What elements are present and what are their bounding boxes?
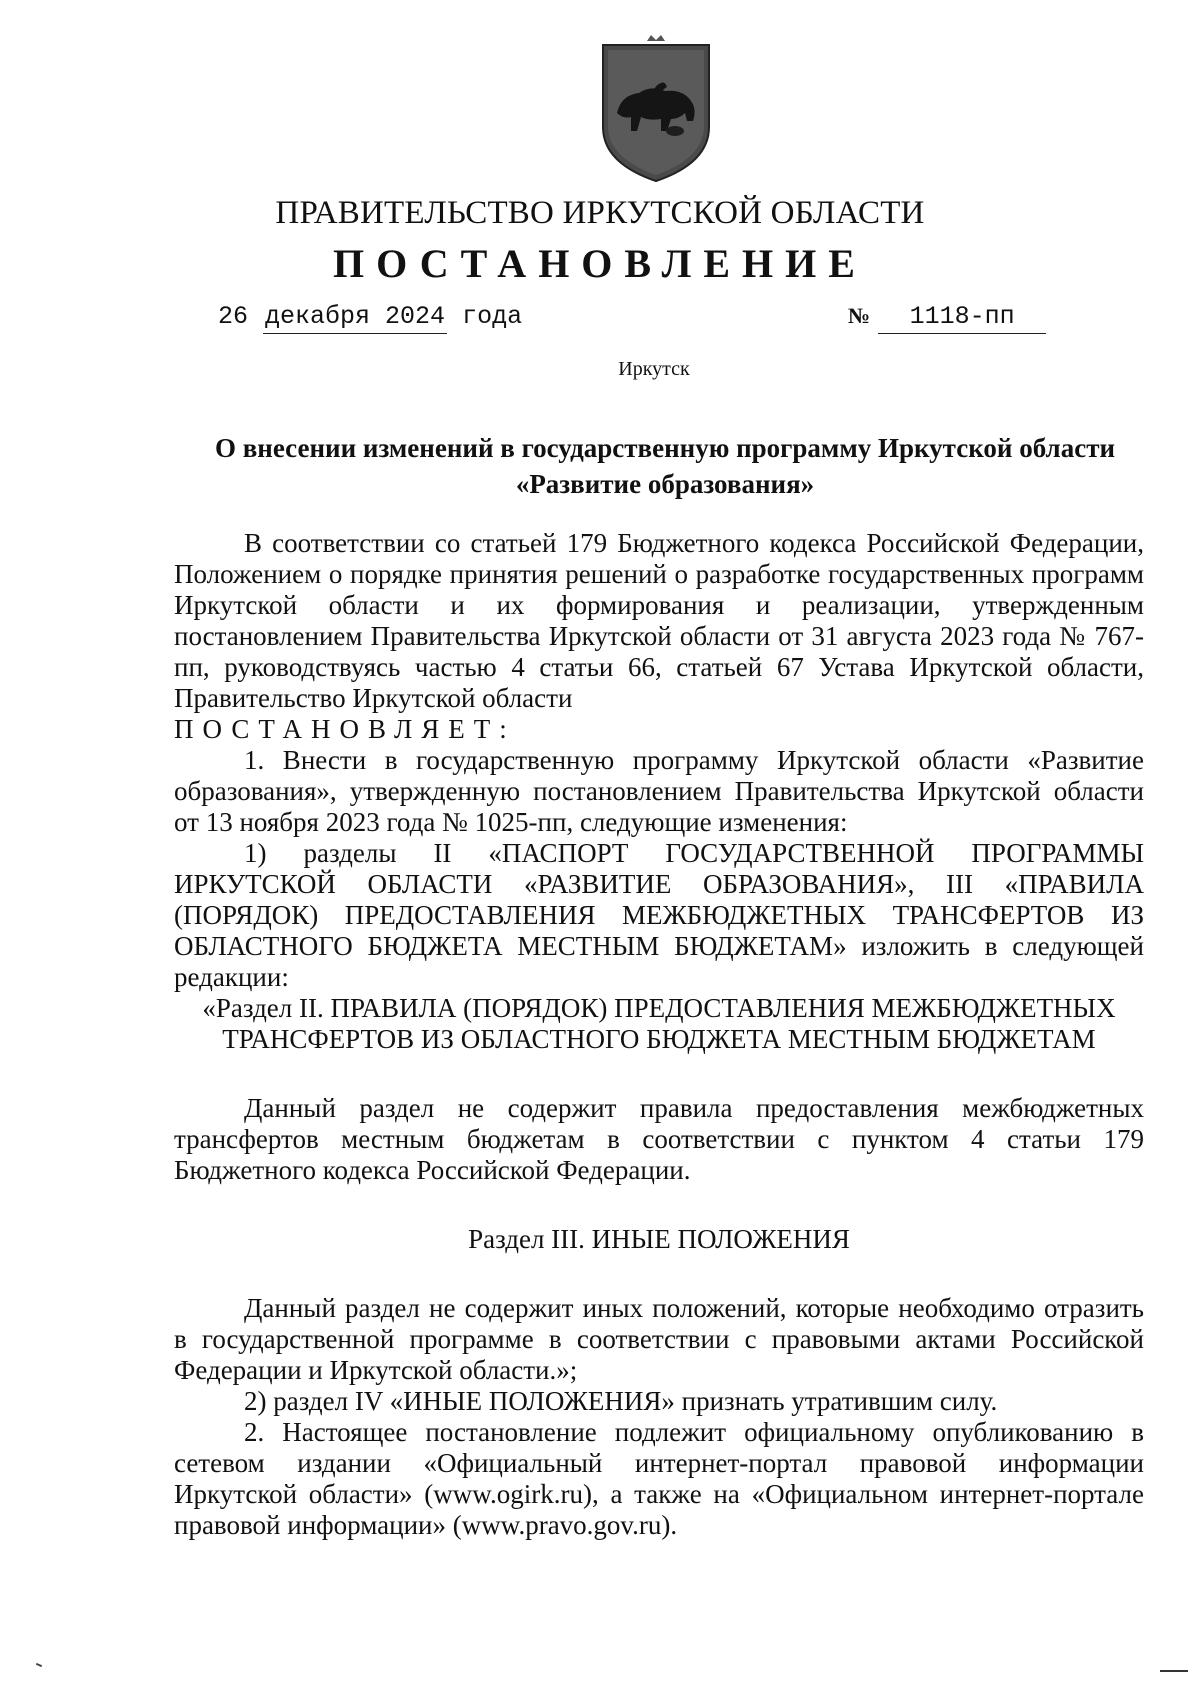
- section-2-paragraph: Данный раздел не содержит правила предоставления межбюджетных трансфертов местным бюджетам в соответствии с пунктом 4 статьи 179 Бюджетного кодекса Российской Федерации.: [174, 1093, 1144, 1185]
- date-day: 26: [218, 302, 249, 331]
- document-type: ПОСТАНОВЛЕНИЕ: [333, 241, 867, 286]
- date-suffix: года: [462, 302, 523, 331]
- item-1-2-paragraph: 2) раздел IV «ИНЫЕ ПОЛОЖЕНИЯ» признать утратившим силу.: [244, 1386, 998, 1416]
- document-body: [174, 528, 1144, 1541]
- item-1-1-paragraph: 1) разделы II «ПАСПОРТ ГОСУДАРСТВЕННОЙ ПРОГРАММЫ ИРКУТСКОЙ ОБЛАСТИ «РАЗВИТИЕ ОБРАЗОВАНИЯ», III «ПРАВИЛА (ПОРЯДОК) ПРЕДОСТАВЛЕНИЯ МЕЖБЮДЖЕТНЫХ ТРАНСФЕРТОВ ИЗ ОБЛАСТНОГО БЮДЖЕТА МЕСТНЫМ БЮДЖЕТАМ» изложить в следующей редакции:: [174, 838, 1144, 992]
- government-title: ПРАВИТЕЛЬСТВО ИРКУТСКОЙ ОБЛАСТИ: [275, 195, 925, 231]
- irkutsk-coat-of-arms-icon: [595, 35, 717, 185]
- number-value: 1118-пп: [878, 302, 1046, 334]
- document-subject: [180, 430, 1150, 502]
- item-2-paragraph: 2. Настоящее постановление подлежит официальному опубликованию в сетевом издании «Официальный интернет-портал правовой информации Иркутской области» (www.ogirk.ru), а также на «Официальном интернет-портале правовой информации» (www.pravo.gov.ru).: [174, 1417, 1144, 1540]
- date-month-year: декабря 2024: [263, 302, 447, 334]
- section-2-title-line-2: ТРАНСФЕРТОВ ИЗ ОБЛАСТНОГО БЮДЖЕТА МЕСТНЫМ БЮДЖЕТАМ: [222, 1024, 1096, 1054]
- section-3-title: Раздел III. ИНЫЕ ПОЛОЖЕНИЯ: [468, 1224, 850, 1254]
- document-date: [218, 302, 522, 334]
- scan-mark: [36, 1663, 42, 1667]
- item-1-paragraph: 1. Внести в государственную программу Иркутской области «Развитие образования», утвержденную постановлением Правительства Иркутской области от 13 ноября 2023 года № 1025-пп, следующие изменения:: [174, 745, 1144, 837]
- number-sign: №: [848, 303, 871, 328]
- section-3-paragraph: Данный раздел не содержит иных положений, которые необходимо отразить в государственной программе в соответствии с правовыми актами Российской Федерации и Иркутской области.»;: [174, 1293, 1144, 1385]
- document-number: [848, 302, 1046, 334]
- subject-line-1: О внесении изменений в государственную программу Иркутской области: [214, 433, 1116, 463]
- spacer: [174, 1186, 1144, 1224]
- spacer: [174, 1055, 1144, 1093]
- city-name: Иркутск: [618, 358, 690, 380]
- section-2-title-line-1: «Раздел II. ПРАВИЛА (ПОРЯДОК) ПРЕДОСТАВЛЕНИЯ МЕЖБЮДЖЕТНЫХ: [202, 993, 1116, 1023]
- spacer: [174, 1255, 1144, 1293]
- scan-mark: [1160, 1670, 1188, 1672]
- preamble-paragraph: В соответствии со статьей 179 Бюджетного кодекса Российской Федерации, Положением о порядке принятия решений о разработке государственных программ Иркутской области и их формирования и реализации, утвержденным постановлением Правительства Иркутской области от 31 августа 2023 года № 767-пп, руководствуясь частью 4 статьи 66, статьей 67 Устава Иркутской области, Правительство Иркутской области: [174, 528, 1144, 713]
- decree-word: ПОСТАНОВЛЯЕТ:: [174, 714, 516, 744]
- subject-line-2: «Развитие образования»: [515, 469, 815, 499]
